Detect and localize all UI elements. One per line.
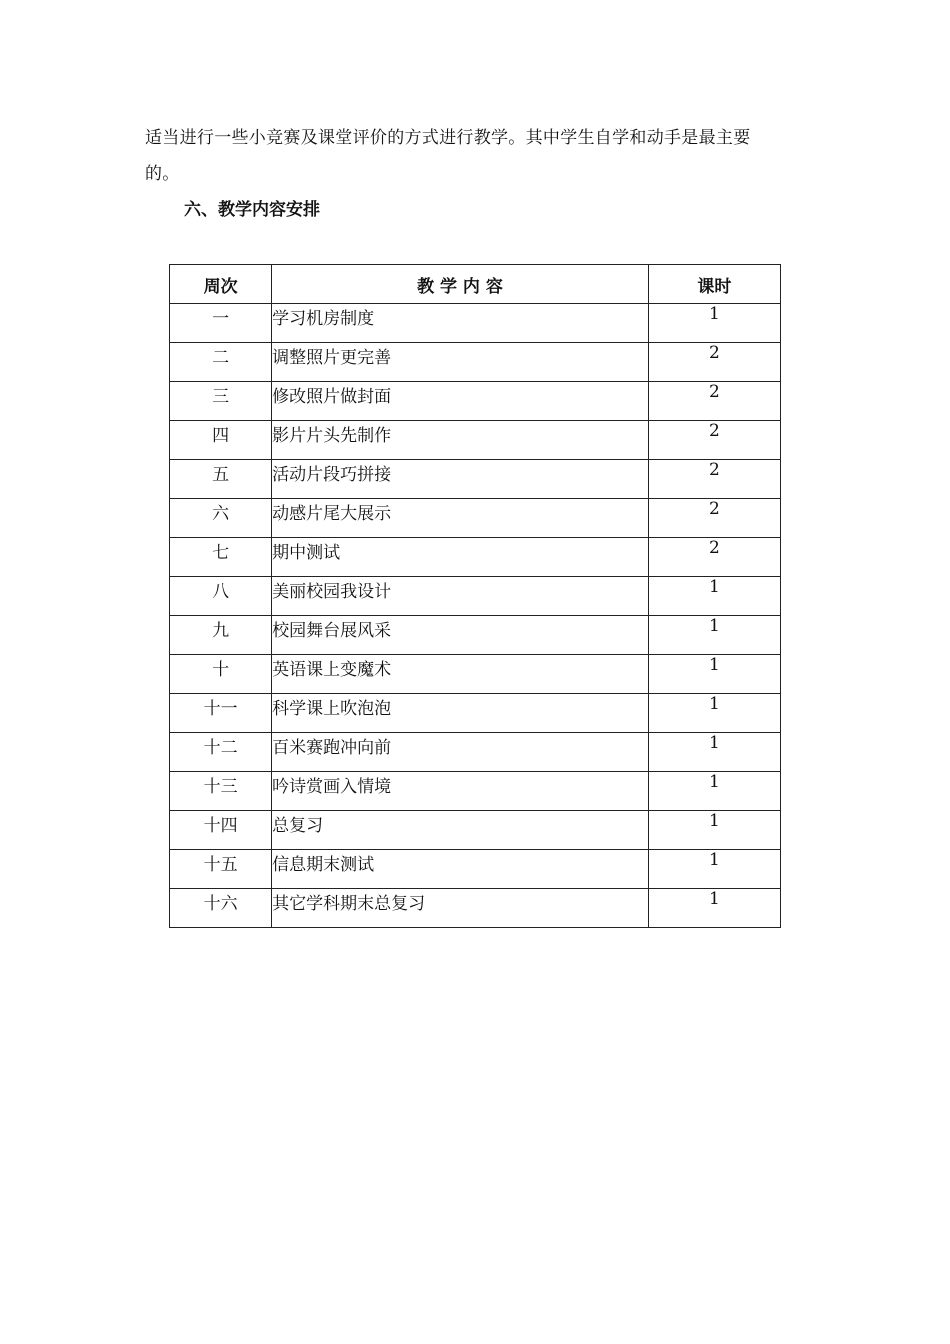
table-header-row xyxy=(170,265,781,304)
week-cell: 五 xyxy=(170,460,272,499)
week-cell: 十五 xyxy=(170,850,272,889)
week-cell: 四 xyxy=(170,421,272,460)
hours-cell: 1 xyxy=(648,304,780,343)
hours-cell: 1 xyxy=(648,655,780,694)
hours-cell: 2 xyxy=(648,343,780,382)
header-week: 周次 xyxy=(170,265,272,304)
content-cell: 信息期末测试 xyxy=(272,850,649,889)
table-row xyxy=(170,772,781,811)
table-row xyxy=(170,499,781,538)
content-cell: 英语课上变魔术 xyxy=(272,655,649,694)
week-cell: 三 xyxy=(170,382,272,421)
week-cell: 十 xyxy=(170,655,272,694)
table-row xyxy=(170,811,781,850)
table-row xyxy=(170,577,781,616)
week-cell: 十四 xyxy=(170,811,272,850)
content-cell: 其它学科期末总复习 xyxy=(272,889,649,928)
week-cell: 二 xyxy=(170,343,272,382)
hours-cell: 2 xyxy=(648,460,780,499)
content-cell: 动感片尾大展示 xyxy=(272,499,649,538)
header-content: 教 学 内 容 xyxy=(272,265,649,304)
week-cell: 八 xyxy=(170,577,272,616)
hours-cell: 1 xyxy=(648,733,780,772)
hours-cell: 1 xyxy=(648,772,780,811)
content-cell: 影片片头先制作 xyxy=(272,421,649,460)
teaching-schedule-table xyxy=(169,264,781,928)
hours-cell: 1 xyxy=(648,616,780,655)
hours-cell: 2 xyxy=(648,499,780,538)
table-row xyxy=(170,850,781,889)
table-row xyxy=(170,538,781,577)
content-cell: 活动片段巧拼接 xyxy=(272,460,649,499)
hours-cell: 2 xyxy=(648,421,780,460)
week-cell: 十二 xyxy=(170,733,272,772)
content-cell: 调整照片更完善 xyxy=(272,343,649,382)
hours-cell: 1 xyxy=(648,811,780,850)
hours-cell: 2 xyxy=(648,382,780,421)
table-row xyxy=(170,694,781,733)
hours-cell: 2 xyxy=(648,538,780,577)
intro-paragraph-line-2: 的。 xyxy=(145,164,180,184)
header-hours: 课时 xyxy=(648,265,780,304)
table-row xyxy=(170,304,781,343)
section-heading: 六、教学内容安排 xyxy=(184,200,320,220)
content-cell: 学习机房制度 xyxy=(272,304,649,343)
content-cell: 校园舞台展风采 xyxy=(272,616,649,655)
content-cell: 吟诗赏画入情境 xyxy=(272,772,649,811)
content-cell: 总复习 xyxy=(272,811,649,850)
week-cell: 六 xyxy=(170,499,272,538)
week-cell: 十三 xyxy=(170,772,272,811)
week-cell: 一 xyxy=(170,304,272,343)
week-cell: 九 xyxy=(170,616,272,655)
hours-cell: 1 xyxy=(648,889,780,928)
table-row xyxy=(170,733,781,772)
content-cell: 美丽校园我设计 xyxy=(272,577,649,616)
hours-cell: 1 xyxy=(648,577,780,616)
table-row xyxy=(170,421,781,460)
table-row xyxy=(170,382,781,421)
week-cell: 七 xyxy=(170,538,272,577)
table-row xyxy=(170,460,781,499)
table-row xyxy=(170,343,781,382)
hours-cell: 1 xyxy=(648,694,780,733)
table-row xyxy=(170,889,781,928)
content-cell: 期中测试 xyxy=(272,538,649,577)
week-cell: 十六 xyxy=(170,889,272,928)
content-cell: 修改照片做封面 xyxy=(272,382,649,421)
intro-paragraph-line-1: 适当进行一些小竞赛及课堂评价的方式进行教学。其中学生自学和动手是最主要 xyxy=(145,128,751,148)
table-row xyxy=(170,655,781,694)
content-cell: 百米赛跑冲向前 xyxy=(272,733,649,772)
content-cell: 科学课上吹泡泡 xyxy=(272,694,649,733)
hours-cell: 1 xyxy=(648,850,780,889)
table-row xyxy=(170,616,781,655)
week-cell: 十一 xyxy=(170,694,272,733)
